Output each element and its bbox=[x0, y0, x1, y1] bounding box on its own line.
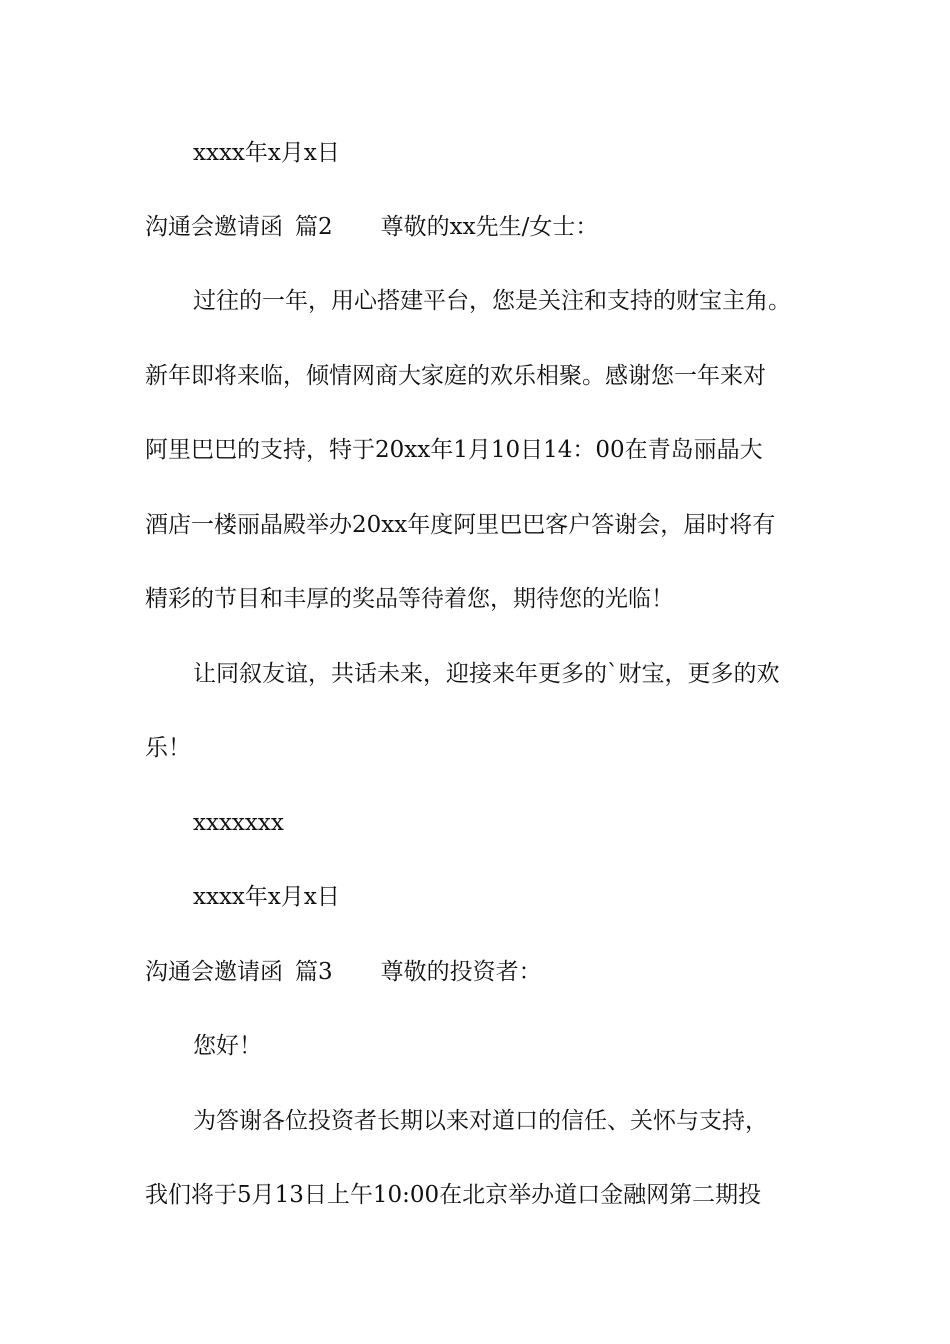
paragraph-text: 酒店一楼丽晶殿举办20xx年度阿里巴巴客户答谢会，届时将有 bbox=[145, 512, 776, 538]
date-text: xxxx年x月x日 bbox=[193, 140, 340, 166]
date-line bbox=[193, 877, 340, 917]
greeting-text: 您好！ bbox=[193, 1033, 262, 1059]
date-line bbox=[193, 133, 340, 173]
heading-part: 篇2 bbox=[295, 214, 333, 240]
paragraph-line bbox=[145, 505, 775, 545]
paragraph-text: 我们将于5月13日上午10:00在北京举办道口金融网第二期投 bbox=[145, 1182, 762, 1208]
signature-line bbox=[193, 803, 284, 843]
paragraph-line bbox=[145, 1175, 761, 1215]
paragraph-line bbox=[145, 728, 191, 768]
greeting-line bbox=[193, 1026, 262, 1066]
paragraph-line bbox=[145, 430, 763, 470]
paragraph-line bbox=[145, 356, 766, 396]
signature-text: xxxxxxx bbox=[193, 810, 284, 836]
salutation: 尊敬的投资者： bbox=[380, 959, 542, 985]
paragraph-text: 为答谢各位投资者长期以来对道口的信任、关怀与支持， bbox=[193, 1108, 768, 1134]
section-heading-2 bbox=[145, 207, 598, 247]
paragraph-text: 让同叙友谊，共话未来，迎接来年更多的`财宝，更多的欢 bbox=[193, 661, 780, 687]
date-text: xxxx年x月x日 bbox=[193, 884, 340, 910]
paragraph-line bbox=[193, 1101, 768, 1141]
paragraph-text: 过往的一年，用心搭建平台，您是关注和支持的财宝主角。 bbox=[193, 288, 791, 314]
paragraph-line bbox=[193, 654, 780, 694]
paragraph-text: 新年即将来临，倾情网商大家庭的欢乐相聚。感谢您一年来对 bbox=[145, 363, 766, 389]
paragraph-line bbox=[145, 579, 674, 619]
heading-title: 沟通会邀请函 bbox=[145, 959, 283, 985]
paragraph-text: 乐！ bbox=[145, 735, 191, 761]
heading-title: 沟通会邀请函 bbox=[145, 214, 283, 240]
section-heading-3 bbox=[145, 952, 542, 992]
paragraph-text: 精彩的节目和丰厚的奖品等待着您，期待您的光临！ bbox=[145, 586, 674, 612]
paragraph-line bbox=[193, 281, 791, 321]
salutation: 尊敬的xx先生/女士： bbox=[380, 214, 599, 240]
paragraph-text: 阿里巴巴的支持，特于20xx年1月10日14：00在青岛丽晶大 bbox=[145, 437, 763, 463]
heading-part: 篇3 bbox=[295, 959, 333, 985]
